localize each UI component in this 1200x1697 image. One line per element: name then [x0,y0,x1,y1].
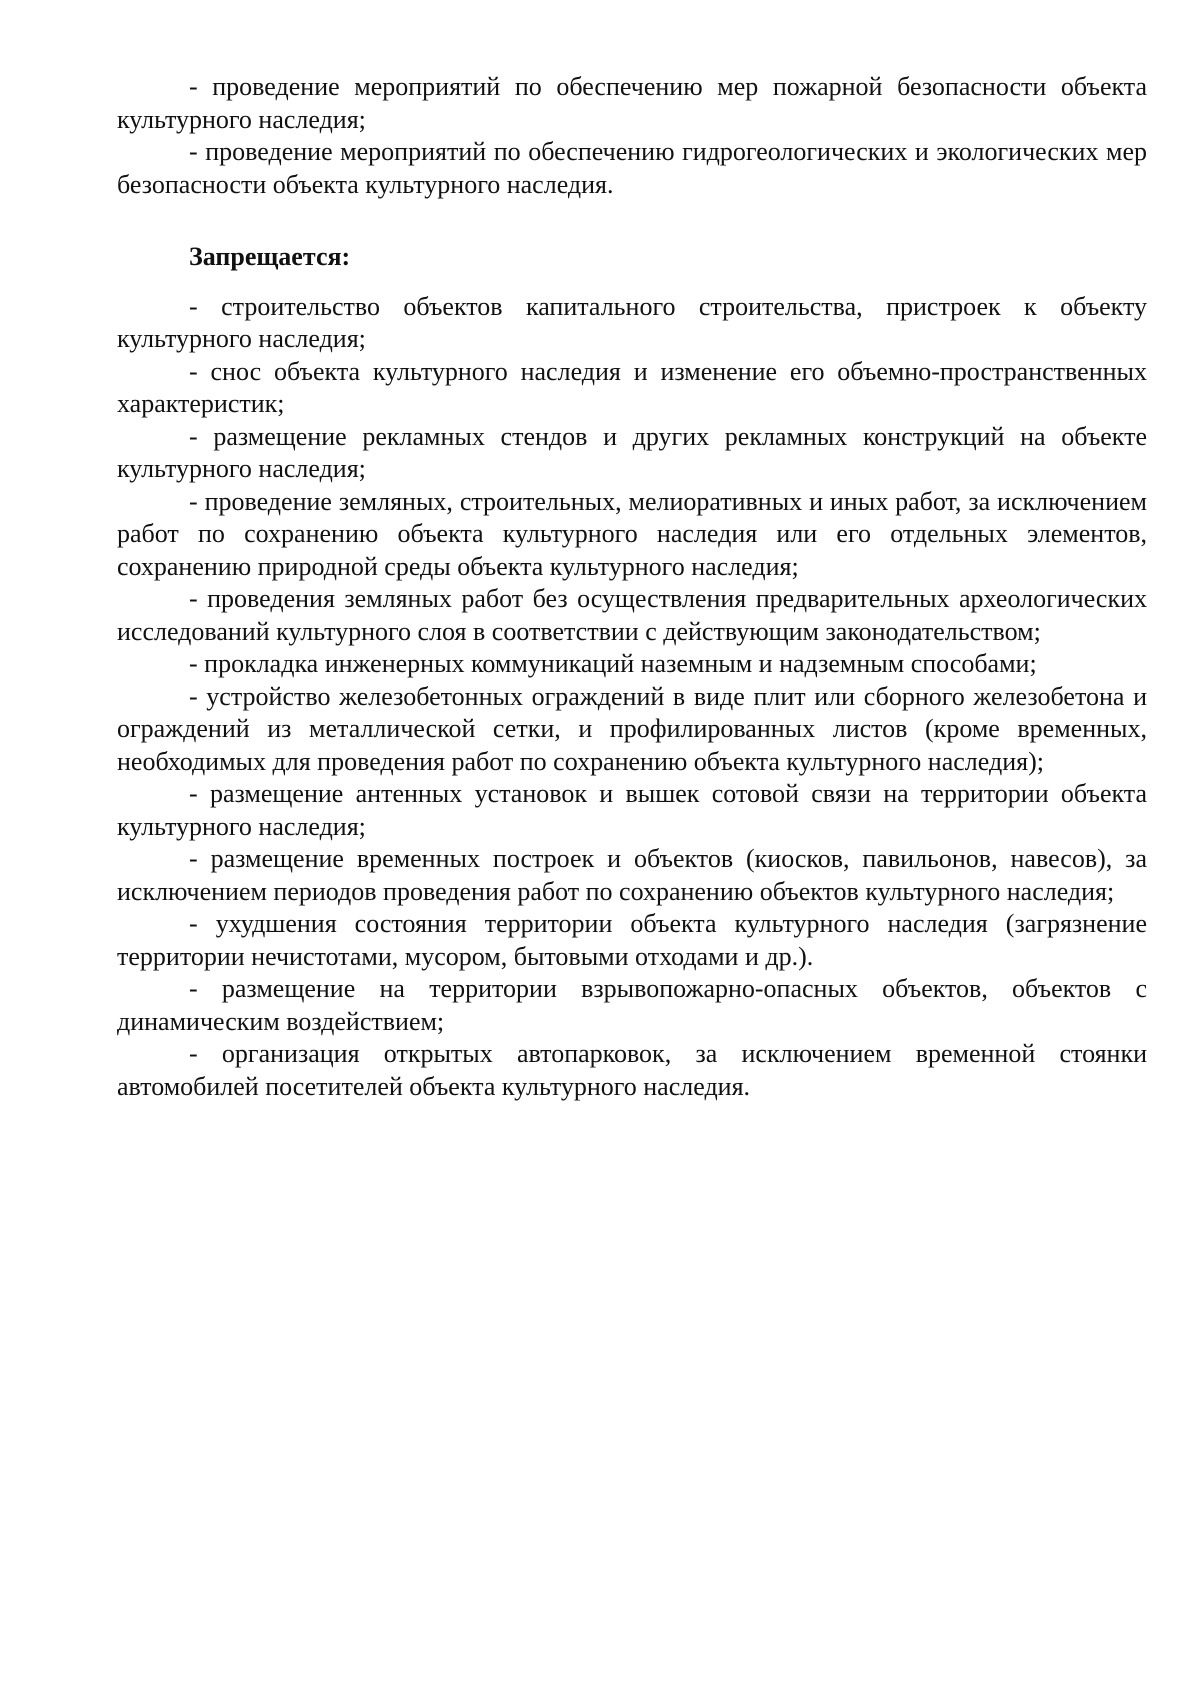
prohibited-item: - устройство железобетонных ограждений в виде плит или сборного железобетона и ограждений из металлической сетки, и профилированных листов (кроме временных, необходимых для проведения работ по сохранению объекта культурного наследия); [117,681,1147,776]
document-body [117,71,1147,1103]
prohibited-item: - размещение временных построек и объектов (киосков, павильонов, навесов), за исключением периодов проведения работ по сохранению объектов культурного наследия; [117,844,1147,906]
prohibited-item: - проведение земляных, строительных, мелиоративных и иных работ, за исключением работ по сохранению объекта культурного наследия или его отдельных элементов, сохранению природной среды объекта культурного наследия; [117,486,1147,581]
prohibited-item: - размещение антенных установок и вышек сотовой связи на территории объекта культурного наследия; [117,779,1147,841]
intro-item: - проведение мероприятий по обеспечению мер пожарной безопасности объекта культурного наследия; [117,72,1147,134]
intro-item: - проведение мероприятий по обеспечению гидрогеологических и экологических мер безопасности объекта культурного наследия. [117,137,1147,199]
prohibited-item: - ухудшения состояния территории объекта культурного наследия (загрязнение территории нечистотами, мусором, бытовыми отходами и др.). [117,909,1147,971]
section-heading: Запрещается: [189,242,351,271]
prohibited-item: - организация открытых автопарковок, за исключением временной стоянки автомобилей посетителей объекта культурного наследия. [117,1039,1147,1101]
prohibited-item: - строительство объектов капитального строительства, пристроек к объекту культурного наследия; [117,291,1147,353]
prohibited-item: - размещение на территории взрывопожарно-опасных объектов, объектов с динамическим воздействием; [117,974,1147,1036]
prohibited-item: - размещение рекламных стендов и других рекламных конструкций на объекте культурного наследия; [117,421,1147,483]
prohibited-item: - прокладка инженерных коммуникаций наземным и надземным способами; [189,649,1037,678]
prohibited-item: - проведения земляных работ без осуществления предварительных археологических исследований культурного слоя в соответствии с действующим законодательством; [117,584,1147,646]
prohibited-item: - снос объекта культурного наследия и изменение его объемно-пространственных характеристик; [117,356,1147,418]
